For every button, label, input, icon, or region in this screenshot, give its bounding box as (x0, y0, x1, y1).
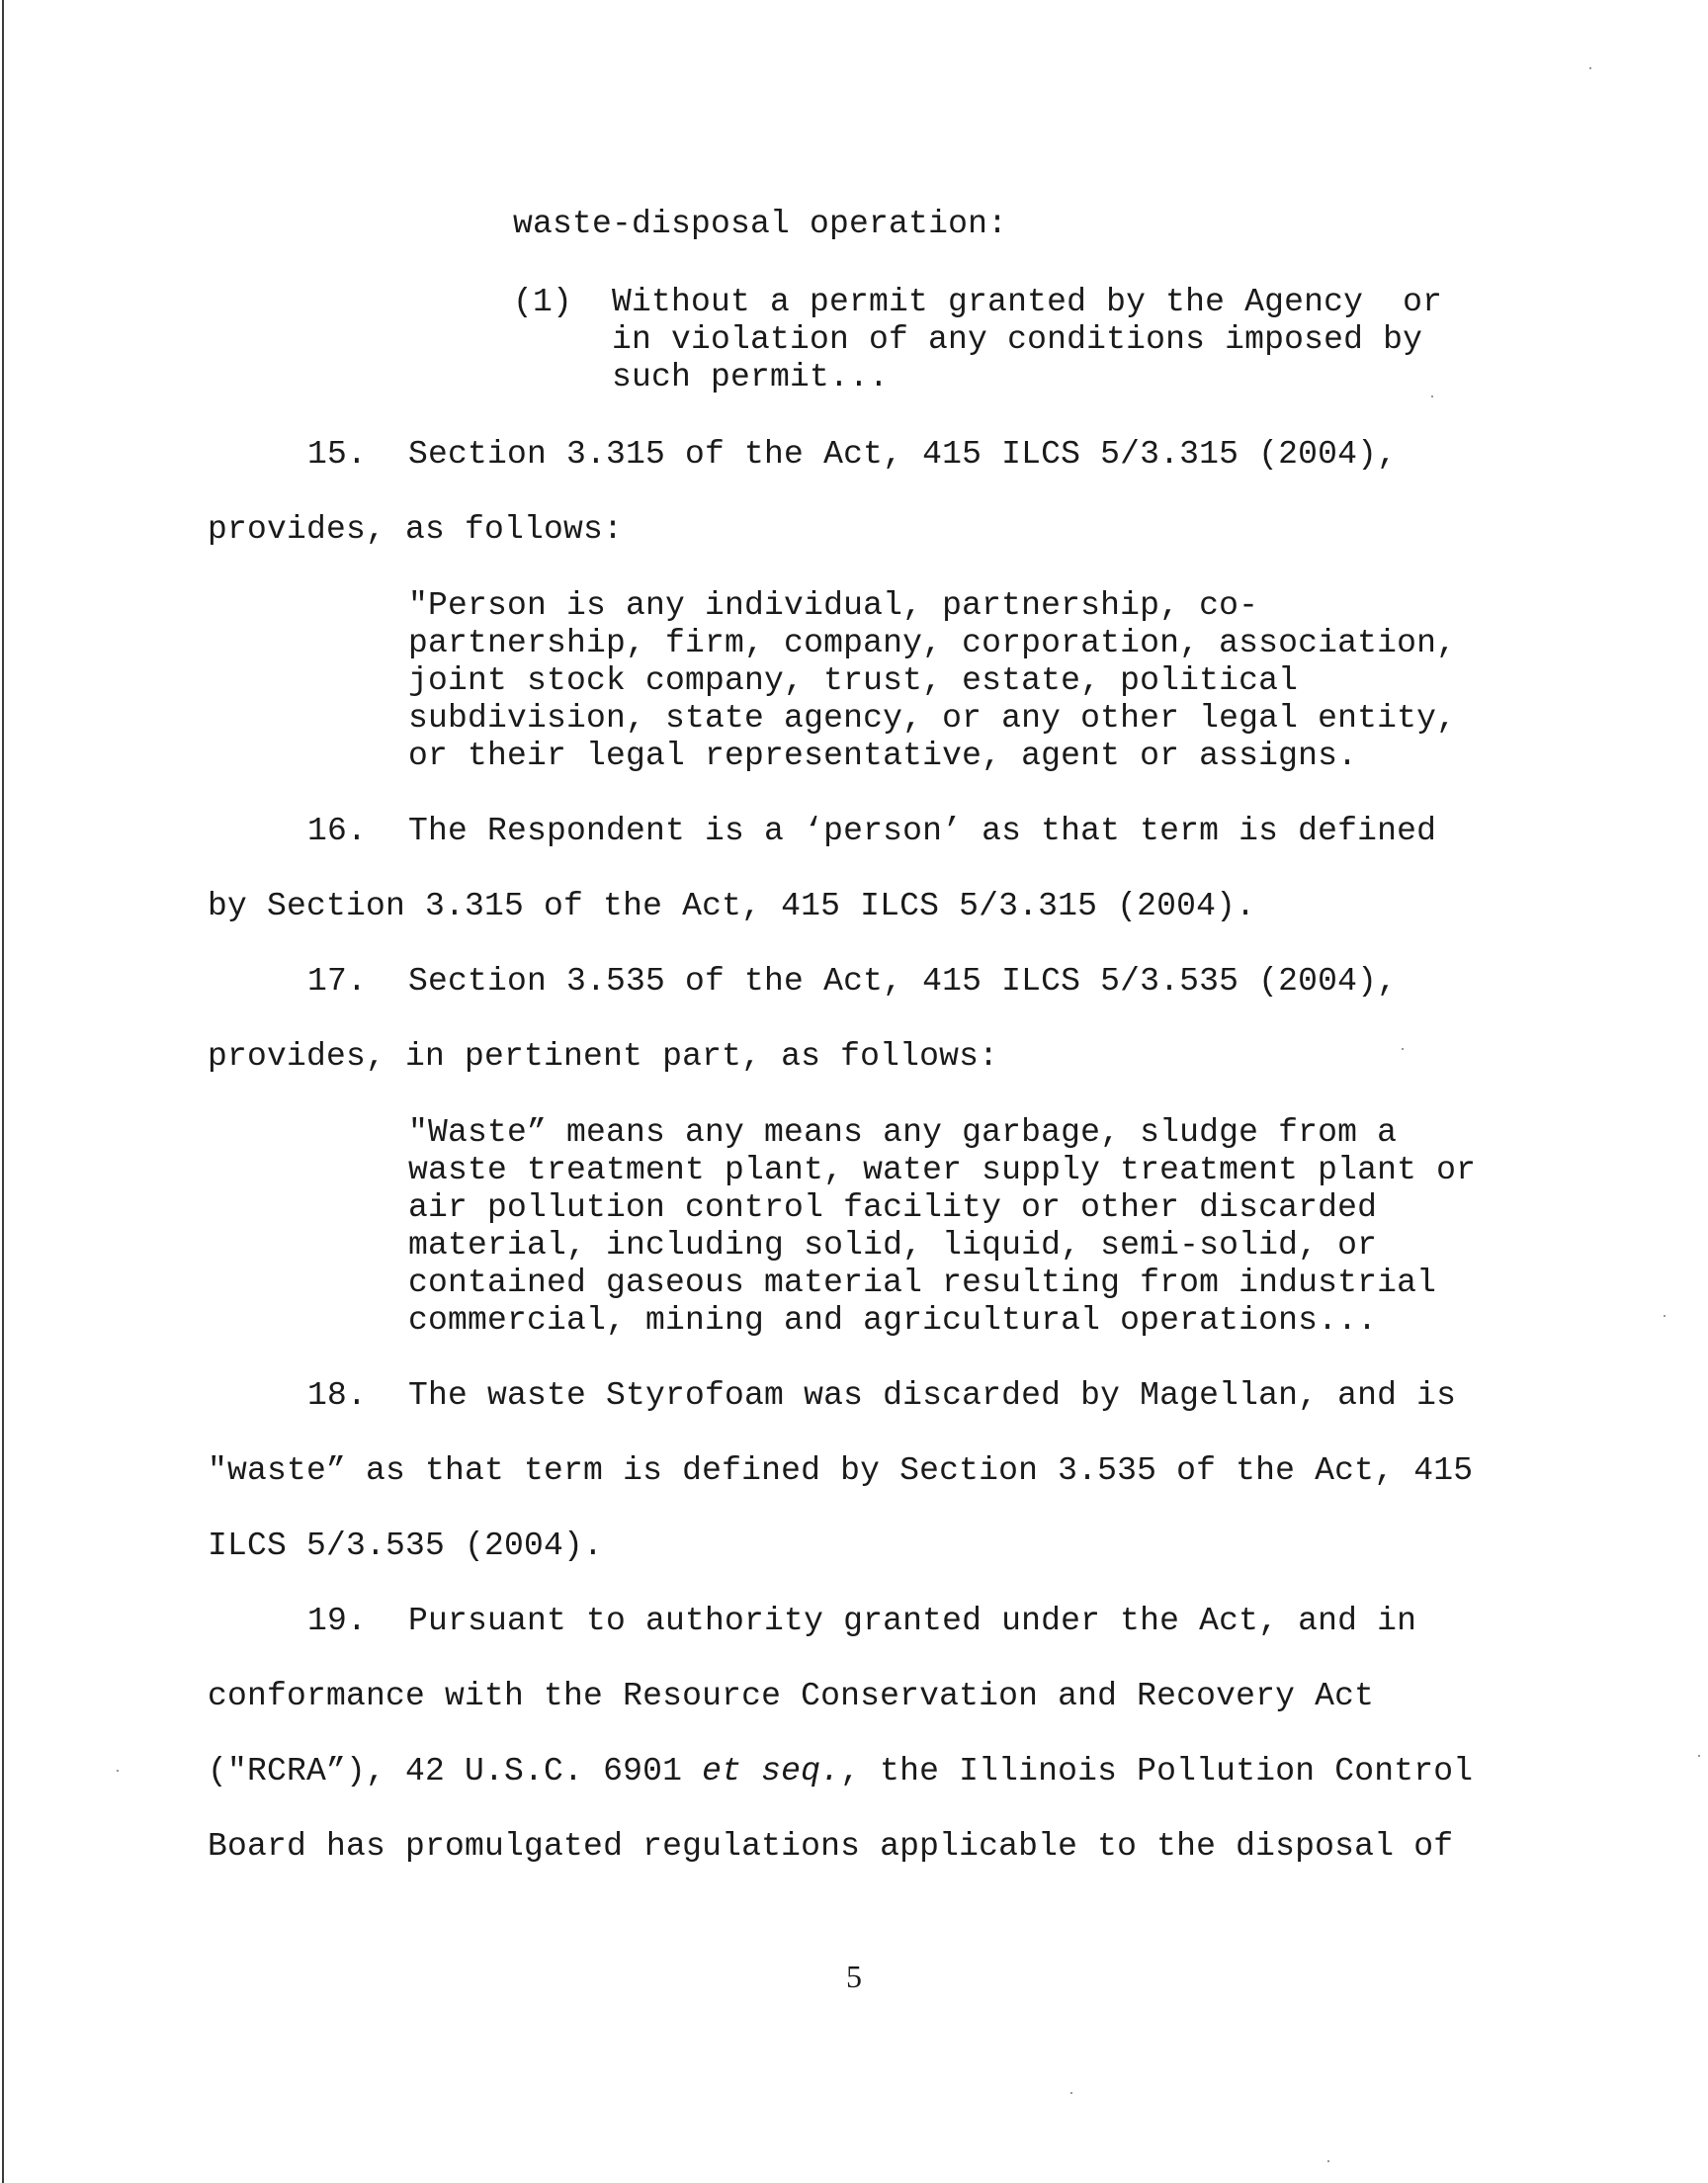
text-span: ("RCRA”), 42 U.S.C. 6901 (208, 1753, 703, 1790)
text-line: "waste” as that term is defined by Section 3.535 of the Act, 415 (208, 1452, 1474, 1489)
text-line: conformance with the Resource Conservation and Recovery Act (208, 1678, 1375, 1714)
text-line: provides, as follows: (208, 511, 624, 548)
block-quote-line: subdivision, state agency, or any other legal entity, (408, 700, 1457, 737)
italic-citation: et seq. (702, 1753, 841, 1790)
paragraph-number: 16. (307, 813, 368, 849)
block-quote-line: partnership, firm, company, corporation, association, (408, 625, 1457, 661)
scan-speck (1327, 2160, 1329, 2162)
paragraph-number: 15. (307, 436, 368, 473)
block-quote-line: "Waste” means any means any garbage, sludge from a (408, 1114, 1398, 1151)
text-line: Section 3.535 of the Act, 415 ILCS 5/3.535 (2004), (408, 963, 1398, 1000)
scan-speck (117, 1770, 119, 1772)
text-line (208, 1753, 1473, 1790)
scan-speck (1698, 1755, 1700, 1757)
paragraph-number: 19. (307, 1603, 368, 1639)
block-quote-line: "Person is any individual, partnership, co- (408, 587, 1259, 624)
scan-speck (1589, 67, 1591, 69)
scan-speck (1070, 2092, 1072, 2094)
page-number: 5 (846, 1959, 862, 1994)
text-line: such permit... (612, 359, 890, 395)
text-line: Without a permit granted by the Agency or (612, 284, 1443, 320)
text-line: in violation of any conditions imposed by (612, 321, 1423, 358)
scan-speck (1431, 395, 1433, 397)
text-line: provides, in pertinent part, as follows: (208, 1038, 999, 1075)
text-line: by Section 3.315 of the Act, 415 ILCS 5/3.315 (2004). (208, 888, 1256, 924)
scan-speck (1664, 1315, 1665, 1317)
scan-edge-line (2, 0, 4, 2183)
block-quote-line: waste treatment plant, water supply treatment plant or (408, 1152, 1477, 1188)
text-line: The waste Styrofoam was discarded by Magellan, and is (408, 1377, 1457, 1414)
block-quote-line: material, including solid, liquid, semi-solid, or (408, 1227, 1378, 1264)
text-line: Pursuant to authority granted under the Act, and in (408, 1603, 1417, 1639)
block-quote-line: joint stock company, trust, estate, political (408, 662, 1299, 699)
text-line: The Respondent is a ‘person’ as that term is defined (408, 813, 1437, 849)
text-span: , the Illinois Pollution Control (840, 1753, 1474, 1790)
text-line: Section 3.315 of the Act, 415 ILCS 5/3.315 (2004), (408, 436, 1398, 473)
block-quote-line: contained gaseous material resulting from industrial (408, 1265, 1437, 1301)
text-line: ILCS 5/3.535 (2004). (208, 1528, 604, 1564)
scan-speck (1402, 1048, 1404, 1050)
block-quote-line: air pollution control facility or other discarded (408, 1189, 1378, 1226)
paragraph-number: 18. (307, 1377, 368, 1414)
block-quote-line: or their legal representative, agent or assigns. (408, 738, 1358, 774)
paragraph-number: 17. (307, 963, 368, 1000)
text-line: Board has promulgated regulations applicable to the disposal of (208, 1828, 1454, 1865)
block-quote-line: commercial, mining and agricultural operations... (408, 1302, 1378, 1339)
subsection-number: (1) (513, 284, 573, 320)
text-line: waste-disposal operation: (513, 206, 1008, 242)
